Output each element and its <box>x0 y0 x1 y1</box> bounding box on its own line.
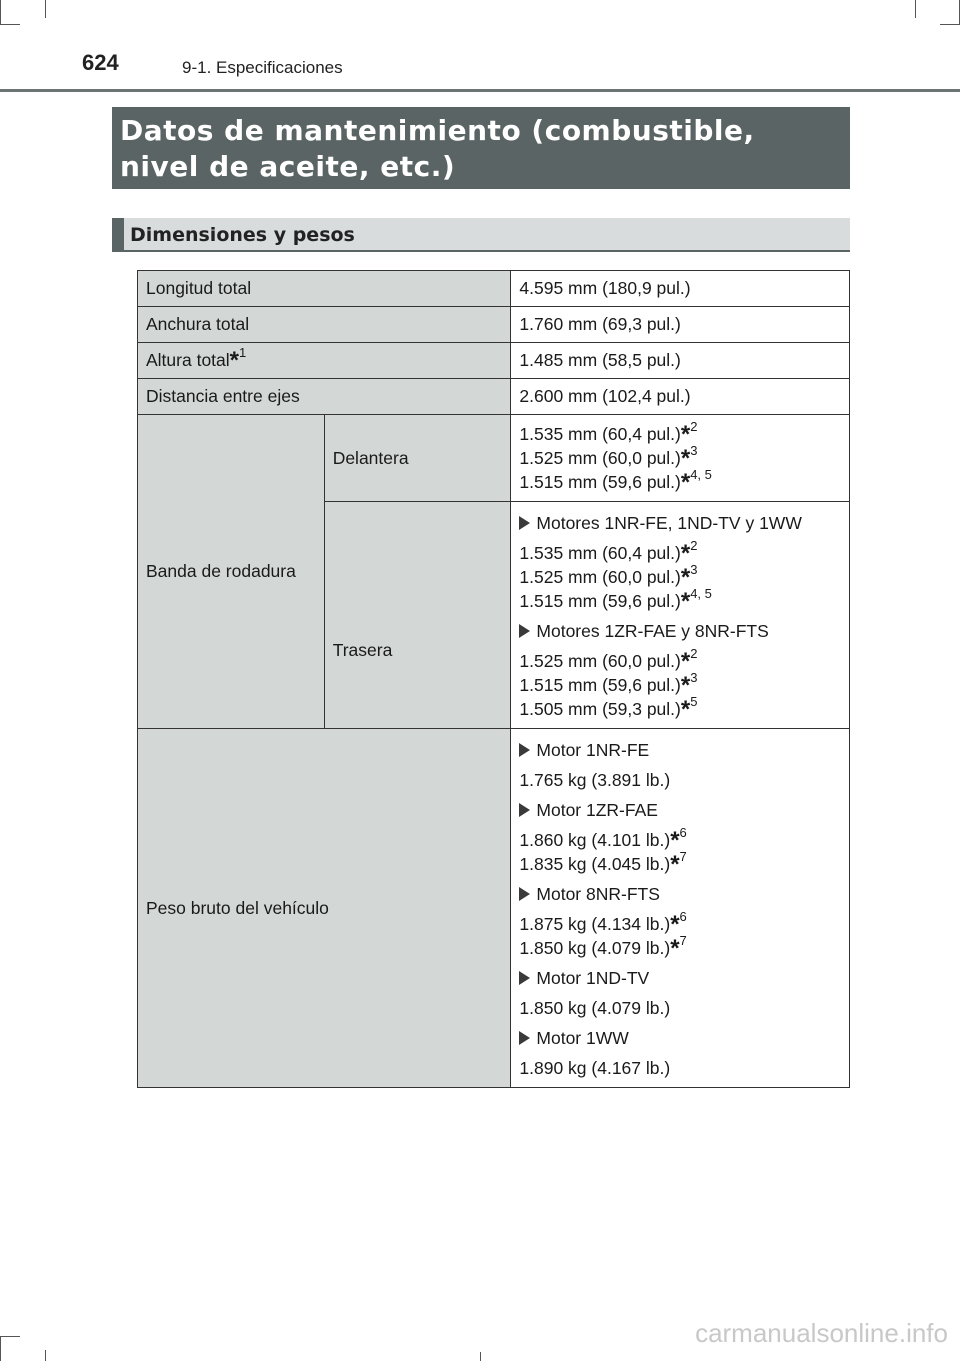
engine-group <box>519 966 841 1020</box>
engine-heading-text: Motor 1NR-FE <box>536 740 650 760</box>
value-text: 1.535 mm (60,4 pul.) <box>519 424 681 444</box>
value-line <box>519 646 841 675</box>
footnote-number: 5 <box>690 694 698 709</box>
value-text: 1.850 kg (4.079 lb.) <box>519 998 671 1018</box>
section-title-banner <box>112 107 850 189</box>
section-path: 9-1. Especificaciones <box>182 58 343 77</box>
value-line <box>519 586 841 615</box>
table-row <box>138 415 850 502</box>
row-value: 2.600 mm (102,4 pul.) <box>511 379 850 415</box>
footnote-number: 2 <box>690 538 698 553</box>
table-row <box>138 343 850 379</box>
value-text: 1.535 mm (60,4 pul.) <box>519 543 681 563</box>
section-title: Datos de mantenimiento (combustible, nivel de aceite, etc.) <box>120 114 755 183</box>
engine-group <box>519 619 841 721</box>
footnote-number: 6 <box>679 825 687 840</box>
value-line <box>519 538 841 567</box>
engine-heading-text: Motor 1ND-TV <box>536 968 650 988</box>
row-label-cell <box>138 343 511 379</box>
row-value-cell <box>511 502 850 729</box>
footnote-number: 1 <box>239 345 247 360</box>
footnote-number: 4, 5 <box>690 586 712 601</box>
value-line <box>519 670 841 699</box>
specs-table <box>137 270 850 1088</box>
value-text: 1.515 mm (59,6 pul.) <box>519 472 681 492</box>
triangle-bullet-icon <box>519 743 530 757</box>
value-line <box>519 419 841 448</box>
table-row <box>138 307 850 343</box>
row-label: Distancia entre ejes <box>138 379 511 415</box>
sub-label: Trasera <box>324 502 511 729</box>
engine-heading <box>519 1026 841 1050</box>
engine-heading <box>519 619 841 643</box>
row-value-cell <box>511 729 850 1088</box>
engine-group <box>519 798 841 876</box>
row-value: 1.760 mm (69,3 pul.) <box>511 307 850 343</box>
engine-group <box>519 882 841 960</box>
footnote-number: 3 <box>690 562 698 577</box>
value-text: 1.835 kg (4.045 lb.) <box>519 854 671 874</box>
crop-mark <box>45 1350 46 1361</box>
value-line <box>519 849 841 878</box>
table-row <box>138 729 850 1088</box>
footnote-asterisk: * <box>229 347 239 374</box>
engine-group <box>519 511 841 613</box>
footnote-asterisk: * <box>680 564 691 591</box>
footnote-asterisk: * <box>680 469 691 496</box>
value-line <box>519 694 841 723</box>
value-line <box>519 562 841 591</box>
value-line <box>519 467 841 496</box>
footnote-number: 2 <box>690 419 698 434</box>
footnote-number: 2 <box>690 646 698 661</box>
engine-group <box>519 738 841 792</box>
subsection-title: Dimensiones y pesos <box>130 224 355 246</box>
row-label: Longitud total <box>138 271 511 307</box>
value-text: 1.890 kg (4.167 lb.) <box>519 1058 671 1078</box>
crop-mark <box>0 1336 1 1361</box>
row-value: 1.485 mm (58,5 pul.) <box>511 343 850 379</box>
footnote-number: 7 <box>679 849 687 864</box>
triangle-bullet-icon <box>519 803 530 817</box>
footnote-number: 4, 5 <box>690 467 712 482</box>
engine-heading-text: Motores 1ZR-FAE y 8NR-FTS <box>536 621 769 641</box>
triangle-bullet-icon <box>519 624 530 638</box>
value-lines <box>519 415 841 501</box>
footnote-asterisk: * <box>680 540 691 567</box>
value-text: 1.860 kg (4.101 lb.) <box>519 830 671 850</box>
value-line <box>519 1056 841 1080</box>
triangle-bullet-icon <box>519 1031 530 1045</box>
crop-mark <box>0 1336 20 1337</box>
footnote-asterisk: * <box>680 588 691 615</box>
value-text: 1.765 kg (3.891 lb.) <box>519 770 671 790</box>
value-line <box>519 768 841 792</box>
row-label: Anchura total <box>138 307 511 343</box>
footnote-asterisk: * <box>670 935 680 962</box>
value-text: 1.515 mm (59,6 pul.) <box>519 591 681 611</box>
table-row <box>138 379 850 415</box>
value-groups <box>519 729 841 1087</box>
engine-heading <box>519 966 841 990</box>
value-line <box>519 933 841 962</box>
triangle-bullet-icon <box>519 516 530 530</box>
value-line <box>519 443 841 472</box>
value-groups <box>519 502 841 728</box>
value-text: 1.515 mm (59,6 pul.) <box>519 675 681 695</box>
value-text: 1.525 mm (60,0 pul.) <box>519 567 681 587</box>
footnote-asterisk: * <box>680 696 691 723</box>
footnote-asterisk: * <box>680 672 691 699</box>
engine-heading <box>519 738 841 762</box>
footnote-number: 6 <box>679 909 687 924</box>
header-rule <box>0 89 960 92</box>
engine-heading <box>519 882 841 906</box>
row-value: 4.595 mm (180,9 pul.) <box>511 271 850 307</box>
footnote-asterisk: * <box>680 648 691 675</box>
row-label: Banda de rodadura <box>138 415 325 729</box>
footnote-asterisk: * <box>670 851 680 878</box>
value-text: 1.850 kg (4.079 lb.) <box>519 938 671 958</box>
engine-group <box>519 1026 841 1080</box>
row-value-cell <box>511 415 850 502</box>
value-line <box>519 996 841 1020</box>
footnote-number: 7 <box>679 933 687 948</box>
page-header <box>0 0 960 92</box>
footnote-asterisk: * <box>680 421 691 448</box>
engine-heading-text: Motor 8NR-FTS <box>536 884 660 904</box>
footnote-asterisk: * <box>670 827 680 854</box>
footnote-number: 3 <box>690 443 698 458</box>
footnote-asterisk: * <box>680 445 691 472</box>
engine-heading <box>519 511 841 535</box>
page-number: 624 <box>82 50 119 75</box>
sub-label: Delantera <box>324 415 511 502</box>
row-label: Altura total <box>146 350 230 370</box>
value-text: 1.525 mm (60,0 pul.) <box>519 651 681 671</box>
triangle-bullet-icon <box>519 971 530 985</box>
engine-heading-text: Motor 1WW <box>536 1028 629 1048</box>
footnote-number: 3 <box>690 670 698 685</box>
subsection-banner <box>112 218 850 252</box>
watermark: carmanualsonline.info <box>695 1318 948 1348</box>
engine-heading <box>519 798 841 822</box>
footnote-asterisk: * <box>670 911 680 938</box>
value-text: 1.875 kg (4.134 lb.) <box>519 914 671 934</box>
table-row <box>138 271 850 307</box>
engine-heading-text: Motor 1ZR-FAE <box>536 800 658 820</box>
value-text: 1.525 mm (60,0 pul.) <box>519 448 681 468</box>
crop-mark <box>480 1352 481 1361</box>
row-label: Peso bruto del vehículo <box>138 729 511 1088</box>
triangle-bullet-icon <box>519 887 530 901</box>
value-text: 1.505 mm (59,3 pul.) <box>519 699 681 719</box>
engine-heading-text: Motores 1NR-FE, 1ND-TV y 1WW <box>536 513 802 533</box>
